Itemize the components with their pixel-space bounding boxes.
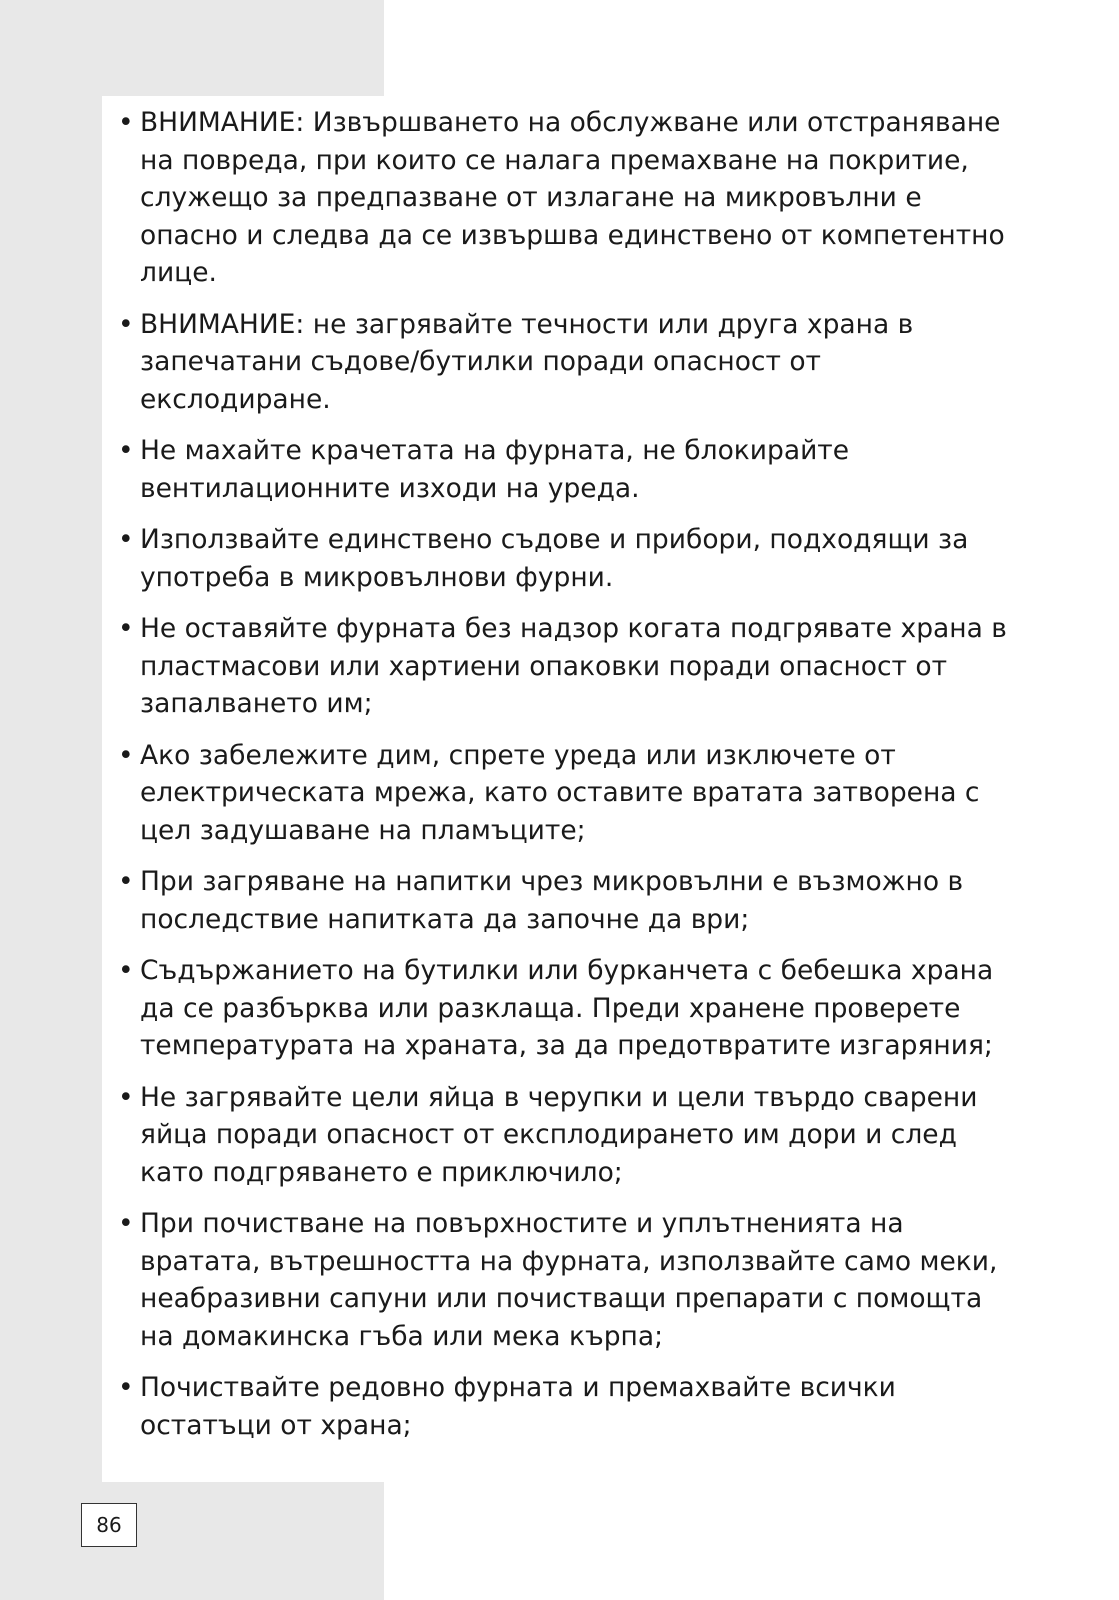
list-item xyxy=(118,1369,1018,1444)
list-item xyxy=(118,737,1018,850)
safety-instructions-list xyxy=(118,104,1018,1458)
bullet-icon: • xyxy=(118,1208,134,1239)
bullet-icon: • xyxy=(118,107,134,138)
list-item-text: Почиствайте редовно фурната и премахвайте всички остатъци от храна; xyxy=(140,1372,896,1441)
list-item xyxy=(118,863,1018,938)
list-item xyxy=(118,306,1018,419)
list-item-text: Не загрявайте цели яйца в черупки и цели твърдо сварени яйца поради опасност от експлодирането им дори и след като подгряването е приключило; xyxy=(140,1081,978,1188)
list-item-text: При почистване на повърхностите и уплътненията на вратата, вътрешността на фурната, използвайте само меки, неабразивни сапуни или почистващи препарати с помощта на домакинска гъба или мека кърпа; xyxy=(140,1208,998,1352)
list-item xyxy=(118,432,1018,507)
list-item-text: Ако забележите дим, спрете уреда или изключете от електрическата мрежа, като оставите вратата затворена с цел задушаване на пламъците; xyxy=(140,739,980,846)
bullet-icon: • xyxy=(118,866,134,897)
list-item xyxy=(118,610,1018,723)
list-item xyxy=(118,1079,1018,1192)
bullet-icon: • xyxy=(118,613,134,644)
list-item-text: Съдържанието на бутилки или бурканчета с бебешка храна да се разбърква или разклаща. Преди хранене проверете температурата на храната, за да предотвратите изгаряния; xyxy=(140,955,994,1061)
list-item xyxy=(118,1205,1018,1355)
list-item xyxy=(118,952,1018,1065)
list-item-text: Не оставяйте фурната без надзор когата подгрявате храна в пластмасови или хартиени опаковки поради опасност от запалването им; xyxy=(140,613,1007,719)
list-item-text: ВНИМАНИЕ: не загрявайте течности или друга храна в запечатани съдове/бутилки поради опасност от екслодиране. xyxy=(140,308,914,415)
list-item-text: Използвайте единствено съдове и прибори, подходящи за употреба в микровълнови фурни. xyxy=(140,524,969,593)
list-item xyxy=(118,521,1018,596)
bullet-icon: • xyxy=(118,524,134,555)
page-number: 86 xyxy=(81,1503,137,1547)
list-item xyxy=(118,104,1018,292)
bullet-icon: • xyxy=(118,1081,134,1113)
bullet-icon: • xyxy=(118,739,134,771)
bullet-icon: • xyxy=(118,308,134,340)
list-item-text: Не махайте крачетата на фурната, не блокирайте вентилационните изходи на уреда. xyxy=(140,435,850,504)
bullet-icon: • xyxy=(118,435,134,466)
list-item-text: ВНИМАНИЕ: Извършването на обслужване или отстраняване на повреда, при които се налага премахване на покритие, служещо за предпазване от излагане на микровълни е опасно и следва да се извършва единствено от компетентно лице. xyxy=(140,107,1005,288)
list-item-text: При загряване на напитки чрез микровълни е възможно в последствие напитката да започне да ври; xyxy=(140,866,964,935)
bullet-icon: • xyxy=(118,955,134,986)
bullet-icon: • xyxy=(118,1372,134,1403)
